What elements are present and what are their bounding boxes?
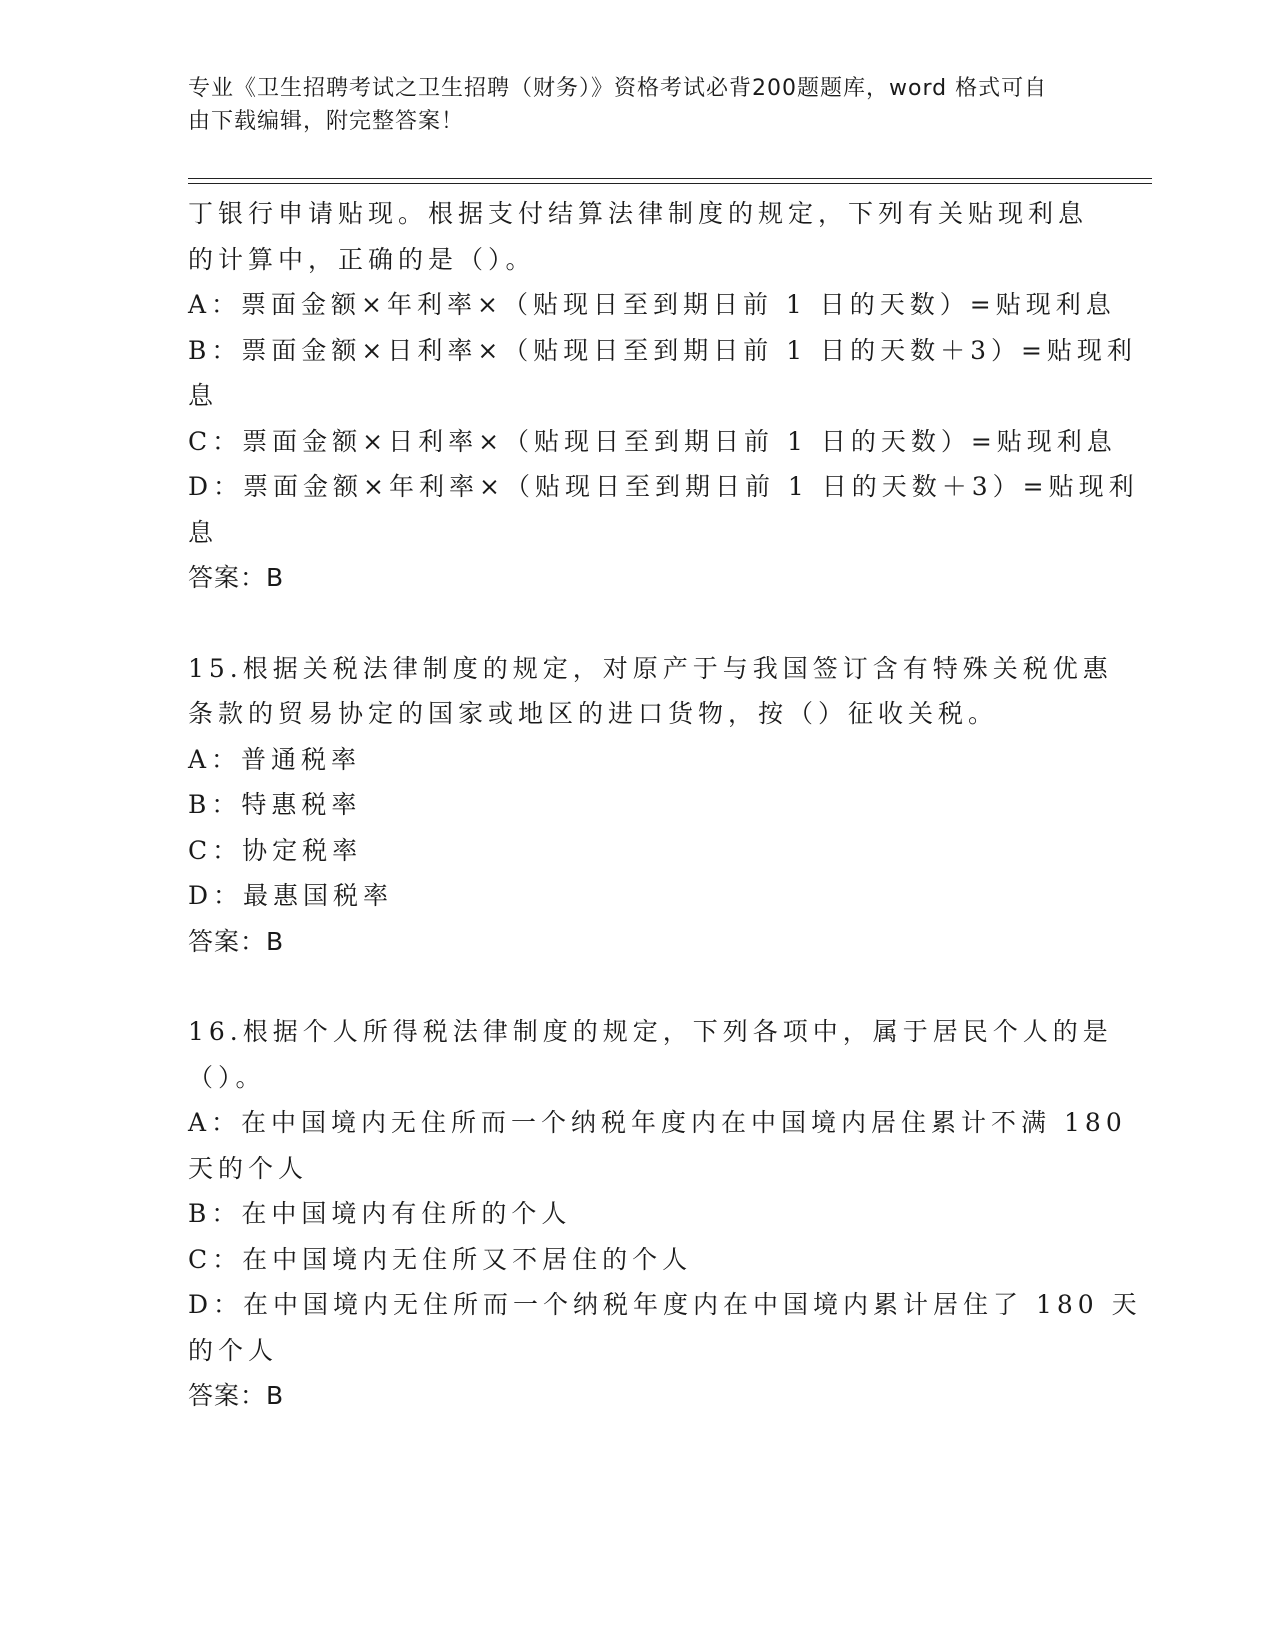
question-14-stem-line-1: 丁银行申请贴现。根据支付结算法律制度的规定，下列有关贴现利息 [188, 199, 1089, 228]
header-divider-top [188, 178, 1152, 179]
document-header [188, 72, 1068, 138]
question-16-option-b: B：在中国境内有住所的个人 [188, 1199, 572, 1228]
question-16-option-d-line-2: 的个人 [188, 1335, 279, 1365]
question-16-stem-line-1: 16.根据个人所得税法律制度的规定，下列各项中，属于居民个人的是 [188, 1017, 1113, 1046]
question-15-option-b: B：特惠税率 [188, 790, 362, 819]
question-14-option-c: C：票面金额×日利率×（贴现日至到期日前 1 日的天数）=贴现利息 [188, 426, 1117, 456]
question-15-option-a: A：普通税率 [188, 744, 362, 774]
question-16-option-a-line-2: 天的个人 [188, 1153, 309, 1183]
question-14-option-d-line-1: D：票面金额×年利率×（贴现日至到期日前 1 日的天数＋3）=贴现利 [188, 472, 1139, 501]
question-16 [188, 1009, 1142, 1419]
question-15-stem-line-2: 条款的贸易协定的国家或地区的进口货物，按（）征收关税。 [188, 699, 999, 728]
header-title: 专业《卫生招聘考试之卫生招聘（财务）》资格考试必背200题题库，word 格式可自由下载编辑，附完整答案！ [188, 76, 1048, 134]
question-16-option-a-line-1: A：在中国境内无住所而一个纳税年度内在中国境内居住累计不满 180 [188, 1108, 1127, 1137]
question-14-option-b-line-1: B：票面金额×日利率×（贴现日至到期日前 1 日的天数＋3）=贴现利 [188, 335, 1137, 365]
question-15-answer: 答案：B [188, 926, 285, 956]
question-15-option-d: D：最惠国税率 [188, 881, 394, 910]
question-16-option-d-line-1: D：在中国境内无住所而一个纳税年度内在中国境内累计居住了 180 天 [188, 1290, 1142, 1319]
question-spacer [188, 601, 1078, 646]
question-14-option-d-line-2: 息 [188, 517, 219, 547]
question-16-stem-line-2: （）。 [188, 1062, 266, 1092]
question-16-option-c: C：在中国境内无住所又不居住的个人 [188, 1244, 693, 1274]
question-14-option-a: A：票面金额×年利率×（贴现日至到期日前 1 日的天数）=贴现利息 [188, 290, 1116, 319]
question-content [188, 191, 1142, 1419]
question-14-stem-line-2: 的计算中，正确的是（）。 [188, 244, 536, 274]
question-spacer [188, 964, 1078, 1009]
header-divider-bottom [188, 183, 1152, 184]
question-15-option-c: C：协定税率 [188, 835, 363, 865]
question-15-stem-line-1: 15.根据关税法律制度的规定，对原产于与我国签订含有特殊关税优惠 [188, 653, 1113, 683]
question-14 [188, 191, 1139, 601]
question-16-answer: 答案：B [188, 1381, 285, 1410]
question-14-option-b-line-2: 息 [188, 381, 219, 410]
question-15 [188, 646, 1113, 965]
question-14-answer: 答案：B [188, 563, 285, 592]
